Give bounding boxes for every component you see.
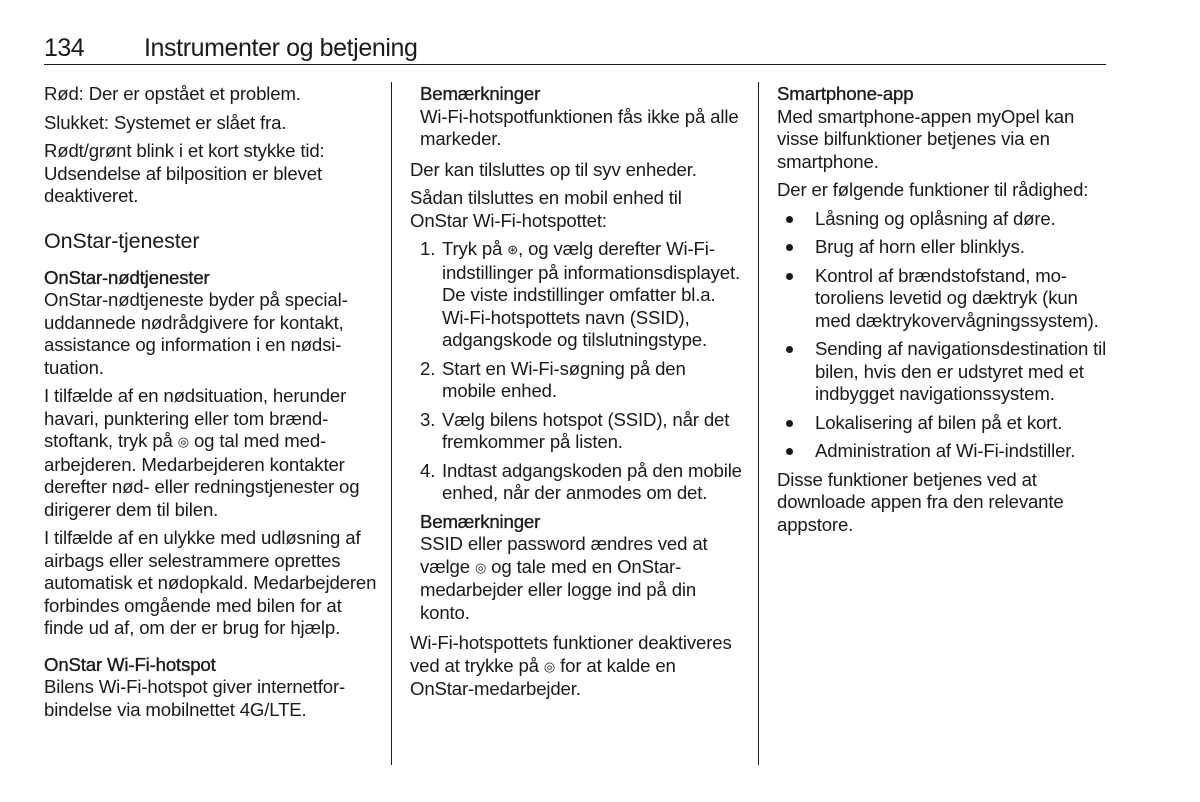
- paragraph: Der er følgende funktioner til rådighed:: [777, 179, 1089, 200]
- step-number: 3.: [420, 408, 436, 430]
- chapter-title: Instrumenter og betjening: [144, 34, 418, 62]
- list-item: [777, 265, 1107, 333]
- paragraph: OnStar-nødtjeneste byder på specialuddannede nødrådgivere for kontakt, assistance og information i en nødsituation.: [44, 289, 348, 378]
- page-header: [44, 34, 1106, 65]
- note-text-part: SSID eller password ændres ved at vælge: [420, 533, 708, 577]
- note-text: [410, 533, 744, 624]
- paragraph: Disse funktioner betjenes ved at downloade appen fra den relevante appstore.: [777, 468, 1064, 535]
- step-number: 2.: [420, 357, 436, 379]
- subsection-title: Smartphone-app: [777, 83, 914, 104]
- onstar-button-icon: ◎: [543, 658, 556, 674]
- step-text: Indtast adgangskoden på den mobile enhed, når der anmodes om det.: [442, 459, 742, 503]
- note-title: Bemærkninger: [420, 83, 541, 104]
- list-item-text: Lokalisering af bilen på et kort.: [815, 411, 1063, 433]
- paragraph: I tilfælde af en ulykke med udløsning af airbags eller selestrammere oprettes automatisk et nødopkald. Medarbejderen forbindes omgående med bilen for at finde ud af, om der er brug for hjælp.: [44, 527, 377, 638]
- note-text-part: og tale med en OnStar-medarbejder eller logge ind på din konto.: [420, 555, 697, 623]
- onstar-sos-icon: ◎: [177, 434, 189, 449]
- step-number: 1.: [420, 238, 436, 259]
- bullet-icon: [786, 420, 793, 427]
- paragraph-text: for at kalde en OnStar-medarbejder.: [410, 654, 676, 699]
- paragraph: Slukket: Systemet er slået fra.: [44, 111, 287, 133]
- list-item: [777, 208, 1107, 231]
- page-number: 134: [44, 34, 85, 62]
- column-right: [777, 83, 1107, 542]
- list-item: [777, 440, 1107, 463]
- steps-list: [410, 238, 744, 505]
- paragraph: Rødt/grønt blink i et kort stykke tid: Udsendelse af bilposition er blevet deaktiveret.: [44, 140, 325, 206]
- step-text: Tryk på: [442, 238, 503, 259]
- paragraph: Med smartphone-appen myOpel kan visse bilfunktioner betjenes via en smartphone.: [777, 105, 1075, 172]
- paragraph: Der kan tilsluttes op til syv enheder.: [410, 158, 697, 180]
- note-title: Bemærkninger: [420, 510, 541, 532]
- paragraph: Sådan tilsluttes en mobil enhed til OnStar Wi-Fi-hotspottet:: [410, 187, 682, 231]
- list-item: [410, 409, 744, 454]
- list-item: [777, 236, 1107, 259]
- list-item-text: Kontrol af brændstofstand, motoroliens levetid og dæktryk (kun med dæktrykovervågningssystem).: [815, 264, 1099, 331]
- column-divider: [758, 82, 759, 765]
- paragraph: [44, 385, 384, 521]
- bullet-icon: [786, 346, 793, 353]
- paragraph: Rød: Der er opstået et problem.: [44, 83, 301, 104]
- step-text: , og vælg derefter Wi-Fi-indstillinger på informationsdisplayet. De viste indstillinger omfatter bl.a. Wi-Fi-hotspottets navn (SSID), adgangskode og tilslutningstype.: [442, 238, 741, 350]
- paragraph-text: og tal med medarbejderen. Medarbejderen kontakter derefter nød- eller redningstjenester og dirigerer dem til bilen.: [44, 430, 360, 520]
- list-item: [410, 460, 744, 505]
- column-divider: [391, 82, 392, 765]
- column-middle: [410, 83, 744, 707]
- step-number: 4.: [420, 459, 436, 481]
- subsection-title: OnStar Wi-Fi-hotspot: [44, 653, 216, 675]
- step-text: Vælg bilens hotspot (SSID), når det fremkommer på listen.: [442, 408, 730, 452]
- list-item-text: Sending af navigationsdestination til bilen, hvis den er udstyret med et indbygget navigationssystem.: [815, 338, 1107, 404]
- feature-list: [777, 208, 1107, 463]
- wifi-settings-icon: ⊛: [507, 242, 519, 257]
- column-left: [44, 83, 384, 727]
- list-item-text: Administration af Wi-Fi-indstiller.: [815, 440, 1076, 461]
- list-item-text: Låsning og oplåsning af døre.: [815, 207, 1056, 229]
- note-text: Wi-Fi-hotspotfunktionen fås ikke på alle markeder.: [420, 105, 739, 149]
- subsection-title: OnStar-nødtjenester: [44, 266, 210, 288]
- list-item: [410, 238, 744, 352]
- list-item: [410, 358, 744, 403]
- bullet-icon: [786, 216, 793, 223]
- paragraph-text: I tilfælde af en nødsituation, herunder havari, punktering eller tom brændstoftank, tryk på: [44, 385, 347, 451]
- paragraph: [410, 632, 744, 701]
- bullet-icon: [786, 448, 793, 455]
- list-item: [777, 412, 1107, 435]
- bullet-icon: [786, 244, 793, 251]
- paragraph-text: Wi-Fi-hotspottets funktioner deaktiveres ved at trykke på: [410, 632, 732, 676]
- bullet-icon: [786, 273, 793, 280]
- list-item-text: Brug af horn eller blinklys.: [815, 236, 1025, 257]
- list-item: [777, 338, 1107, 406]
- section-title: OnStar-tjenester: [44, 228, 200, 253]
- paragraph: Bilens Wi-Fi-hotspot giver internetforbindelse via mobilnettet 4G/LTE.: [44, 676, 346, 720]
- onstar-button-icon: ◎: [474, 559, 487, 575]
- step-text: Start en Wi-Fi-søgning på den mobile enhed.: [442, 357, 686, 401]
